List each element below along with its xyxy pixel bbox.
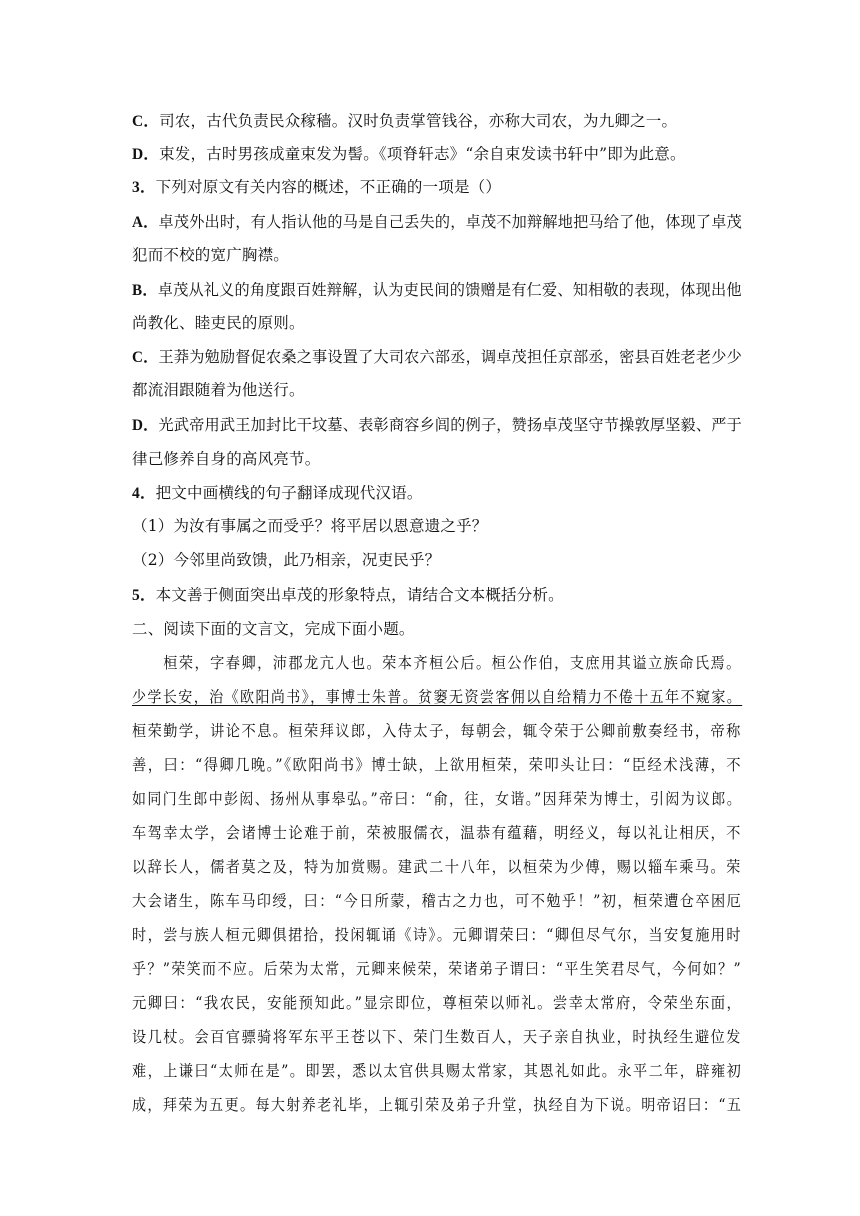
option-d-line: D．束发，古时男孩成童束发为髻。《项脊轩志》“余自束发读书轩中”即为此意。 (132, 145, 686, 163)
classical-text-line-underlined: 少学长安，治《欧阳尚书》，事博士朱普。贫窭无资尝客佣以自给精力不倦十五年不窥家。 (132, 688, 743, 706)
classical-text-line: 车驾幸太学，会诸博士论难于前，荣被服儒衣，温恭有蕴藉，明经义，每以礼让相厌，不 (132, 824, 742, 842)
classical-text-line: 乎？”荣笑而不应。后荣为太常，元卿来候荣，荣诸弟子谓曰：“平生笑君尽气，今何如？” (132, 960, 743, 978)
classical-text-line: 如同门生郎中彭闳、扬州从事皋弘。”帝曰：“俞，往，女谐。”因拜荣为博士，引闳为议郎。 (132, 790, 743, 808)
option-a-line-2: 犯而不校的宽广胸襟。 (132, 246, 290, 264)
option-c2-line-2: 都流泪跟随着为他送行。 (132, 381, 305, 399)
question-5: 5．本文善于侧面突出卓茂的形象特点，请结合文本概括分析。 (132, 586, 564, 604)
classical-text-line: 难，上谦曰“太师在是”。即罢，悉以太官供具赐太常家，其恩礼如此。永平二年，辟雍初 (132, 1062, 743, 1080)
option-c-line: C．司农，古代负责民众稼穑。汉时负责掌管钱谷，亦称大司农，为九卿之一。 (132, 112, 678, 130)
option-d2-line-1: D．光武帝用武王加封比干坟墓、表彰商容乡闾的例子，赞扬卓茂坚守节操敦厚坚毅、严于 (132, 416, 742, 434)
option-b-line-2: 尚教化、睦吏民的原则。 (132, 314, 305, 332)
option-d2-line-2: 律己修养自身的高风亮节。 (132, 450, 321, 468)
question-4-item-1: （1）为汝有事属之而受乎？将平居以恩意遗之乎？ (132, 517, 488, 535)
classical-text-line: 善，曰：“得卿几晚。”《欧阳尚书》博士缺，上欲用桓荣，荣叩头让曰：“臣经术浅薄，不 (132, 756, 742, 774)
classical-text-line: 时，尝与族人桓元卿俱捃拾，投闲辄诵《诗》。元卿谓荣曰：“卿但尽气尔，当安复施用时 (132, 926, 743, 944)
classical-text-line: 桓荣，字春卿，沛郡龙亢人也。荣本齐桓公后。桓公作伯，支庶用其谥立族命氏焉。 (132, 654, 742, 672)
option-a-line-1: A．卓茂外出时，有人指认他的马是自己丢失的，卓茂不加辩解地把马给了他，体现了卓茂 (132, 213, 742, 231)
option-c2-line-1: C．王莽为勉励督促农桑之事设置了大司农六部丞，调卓茂担任京部丞，密县百姓老老少少 (132, 348, 742, 366)
question-4-item-2: （2）今邻里尚致馈，此乃相亲，况吏民乎？ (132, 551, 441, 569)
question-3: 3．下列对原文有关内容的概述，不正确的一项是（） (132, 178, 502, 196)
classical-text-line: 元卿曰：“我农民，安能预知此。”显宗即位，尊桓荣以师礼。尝幸太常府，令荣坐东面， (132, 994, 743, 1012)
classical-text-line: 以辞长人，儒者莫之及，特为加赏赐。建武二十八年，以桓荣为少傅，赐以辎车乘马。荣 (132, 858, 742, 876)
classical-text-line: 设几杖。会百官骠骑将军东平王苍以下、荣门生数百人，天子亲自执业，时执经生避位发 (132, 1028, 742, 1046)
question-4: 4．把文中画横线的句子翻译成现代汉语。 (132, 484, 423, 502)
section-heading: 二、阅读下面的文言文，完成下面小题。 (132, 620, 415, 638)
option-b-line-1: B．卓茂从礼义的角度跟百姓辩解，认为吏民间的馈赠是有仁爱、知相敬的表现，体现出他 (132, 281, 742, 299)
classical-text-line: 桓荣勤学，讲论不息。桓荣拜议郎，入侍太子，每朝会，辄令荣于公卿前敷奏经书，帝称 (132, 722, 742, 740)
classical-text-line: 大会诸生，陈车马印绶，曰：“今日所蒙，稽古之力也，可不勉乎！”初，桓荣遭仓卒困厄 (132, 892, 743, 910)
classical-text-line: 成，拜荣为五更。每大射养老礼毕，上辄引荣及弟子升堂，执经自为下说。明帝诏曰：“五 (132, 1096, 743, 1114)
